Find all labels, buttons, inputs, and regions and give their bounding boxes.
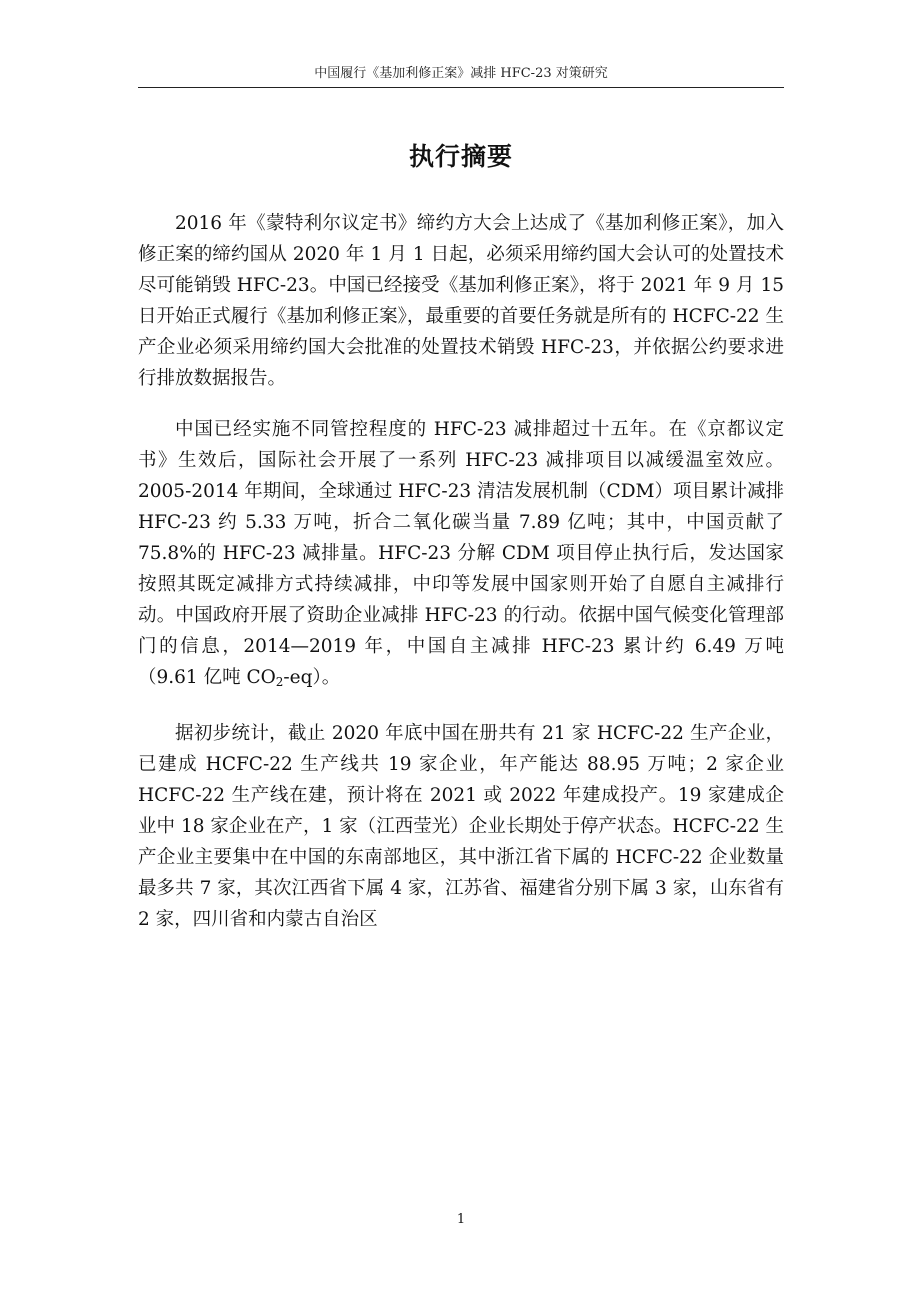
- paragraph-kigali-amendment: 2016 年《蒙特利尔议定书》缔约方大会上达成了《基加利修正案》，加入修正案的缔约国从 2020 年 1 月 1 日起，必须采用缔约国大会认可的处置技术尽可能销毁 HFC-23。中国已经接受《基加利修正案》，将于 2021 年 9 月 15 日开始正式履行《基加利修正案》，最重要的首要任务就是所有的 HCFC-22 生产企业必须采用缔约国大会批准的处置技术销毁 HFC-23，并依据公约要求进行排放数据报告。: [138, 213, 784, 389]
- page-title: 执行摘要: [408, 142, 513, 171]
- header-divider: [138, 87, 784, 88]
- subscript-text: 2: [275, 675, 284, 689]
- running-header: 中国履行《基加利修正案》减排 HFC-23 对策研究: [314, 66, 608, 81]
- page-number: 1: [456, 1212, 466, 1227]
- paragraph-hfc23-reduction-history: [138, 414, 784, 698]
- paragraph-text-end: -eq）。: [283, 667, 341, 688]
- paragraph-text: 中国已经实施不同管控程度的 HFC-23 减排超过十五年。在《京都议定书》生效后，国际社会开展了一系列 HFC-23 减排项目以减缓温室效应。2005-2014 年期间，全球通过 HFC-23 清洁发展机制（CDM）项目累计减排 HFC-23 约 5.33 万吨，折合二氧化碳当量 7.89 亿吨；其中，中国贡献了 75.8%的 HFC-23 减排量。HFC-23 分解 CDM 项目停止执行后，发达国家按照其既定减排方式持续减排，中印等发展中国家则开始了自愿自主减排行动。中国政府开展了资助企业减排 HFC-23 的行动。依据中国气候变化管理部门的信息，2014—2019 年，中国自主减排 HFC-23 累计约 6.49 万吨（9.61 亿吨 CO: [138, 419, 784, 688]
- paragraph-hcfc22-producers: 据初步统计，截止 2020 年底中国在册共有 21 家 HCFC-22 生产企业，已建成 HCFC-22 生产线共 19 家企业，年产能达 88.95 万吨；2 家企业 HCFC-22 生产线在建，预计将在 2021 或 2022 年建成投产。19 家建成企业中 18 家企业在产，1 家（江西莹光）企业长期处于停产状态。HCFC-22 生产企业主要集中在中国的东南部地区，其中浙江省下属的 HCFC-22 企业数量最多共 7 家，其次江西省下属 4 家，江苏省、福建省分别下属 3 家，山东省有 2 家，四川省和内蒙古自治区: [138, 723, 784, 930]
- body-text: [138, 208, 784, 955]
